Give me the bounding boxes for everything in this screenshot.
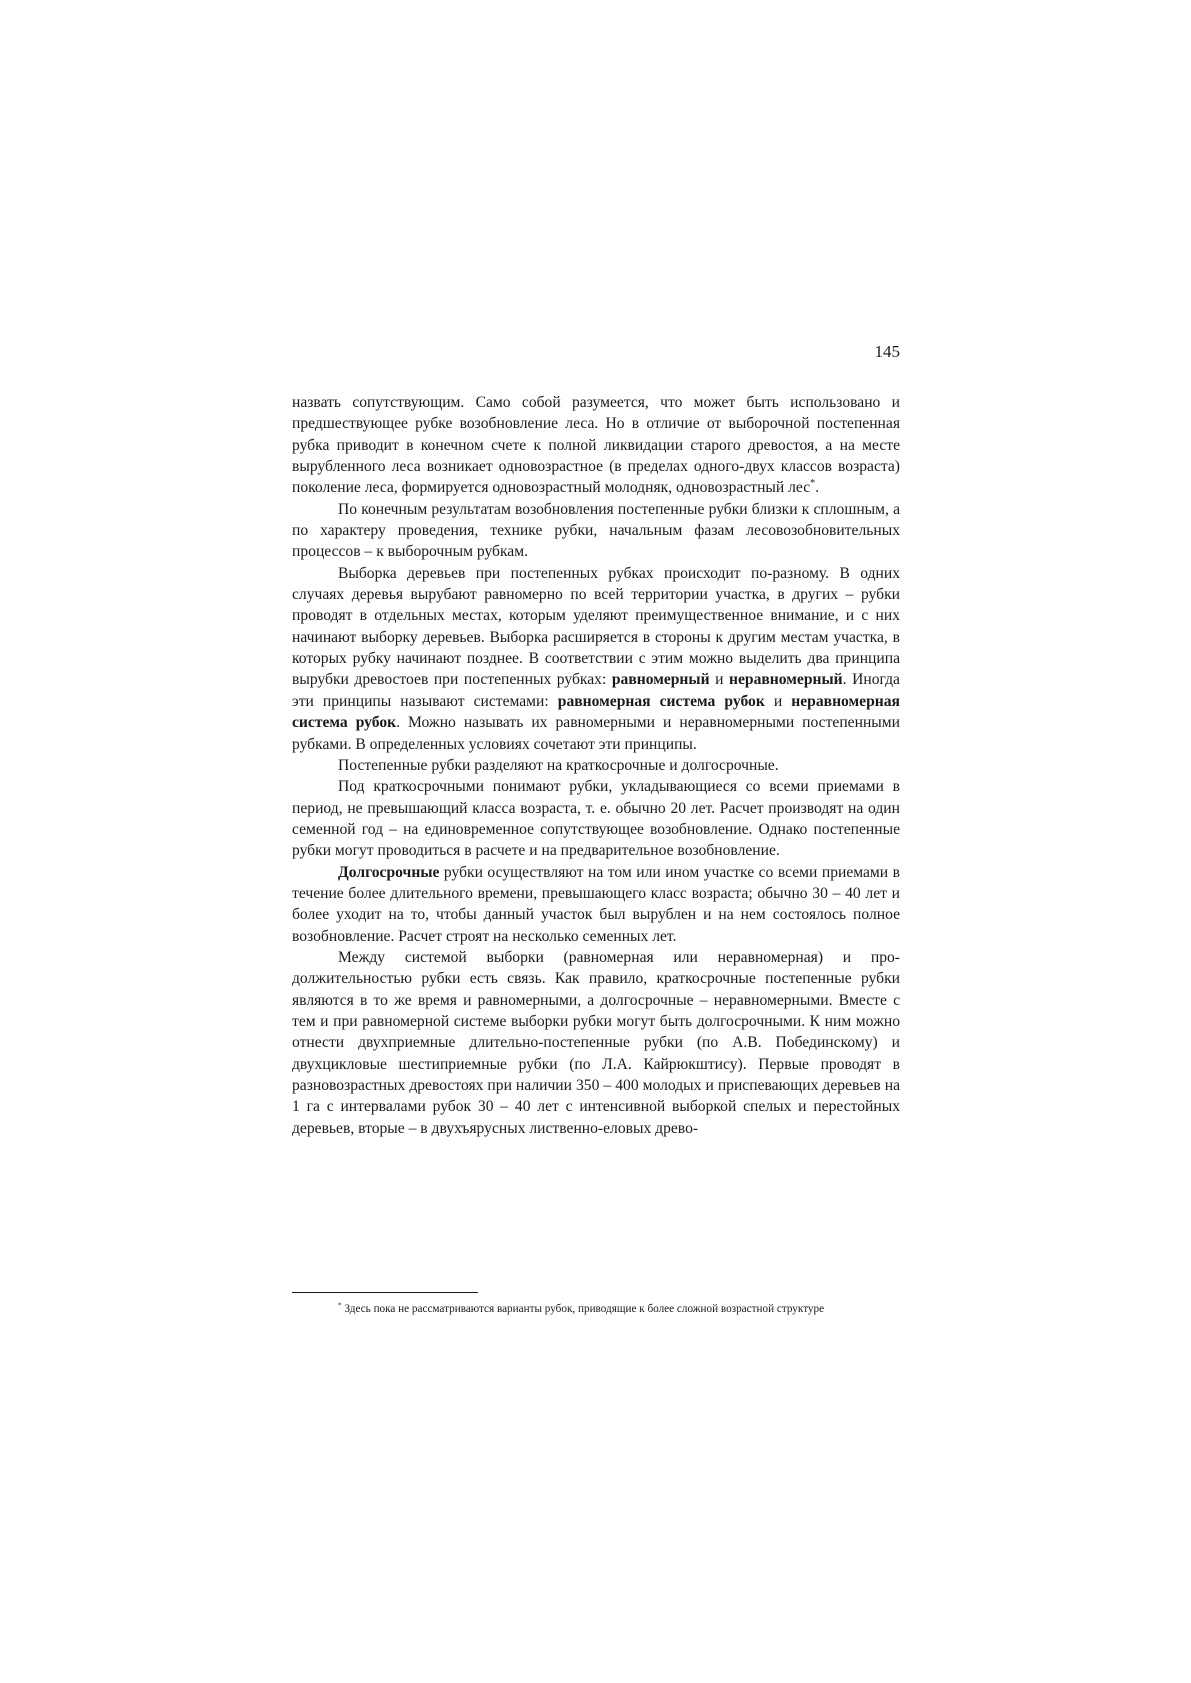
paragraph	[292, 563, 900, 755]
footnote-reference: *	[810, 478, 816, 490]
main-text	[292, 392, 900, 1139]
text-segment: и	[764, 692, 792, 710]
paragraph	[292, 755, 900, 776]
text-segment: рубки осуществляют на том или ином участке со всеми приемами в течение более длительного времени, превышающего класс возраста; обычно 30 – 40 лет и более уходит на то, чтобы данный участок был вырублен и на нем состоялось полное возобновление. Расчет строят на несколько семенных лет.	[292, 863, 900, 945]
paragraph	[292, 776, 900, 861]
bold-term: равномерная система рубок	[557, 692, 765, 710]
footnote-divider	[292, 1292, 478, 1293]
bold-term: неравномерная система рубок	[292, 692, 900, 732]
text-segment: Под краткосрочными понимают рубки, укладывающиеся со всеми приемами в период, не превышающий класса возраста, т. е. обычно 20 лет. Расчет производят на один семенной год – на единовременное сопутствующее возобновление. Однако постепенные рубки могут проводиться в расчете и на предварительное возобновление.	[292, 778, 900, 860]
paragraph	[292, 499, 900, 563]
paragraph	[292, 947, 900, 1139]
text-segment: .	[815, 479, 820, 497]
paragraph	[292, 862, 900, 947]
bold-term: неравномерный	[729, 671, 843, 689]
text-segment: Между системой выборки (равномерная или неравномерная) и продолжительностью рубки есть связь. Как правило, краткосрочные постепенные рубки являются в то же время и равномерными, а долгосрочные – неравномерными. Вместе с тем и при равномерной системе выборки рубки могут быть долгосрочными. К ним можно отнести двухприемные длительно-постепенные рубки (по А.В. Побединскому) и двухцикловые шестиприемные рубки (по Л.А. Кайрюкштису). Первые проводят в разновозрастных древостоях при наличии 350 – 400 молодых и приспевающих деревьев на 1 га с интервалами рубок 30 – 40 лет с интенсивной выборкой спелых и перестойных деревьев, вторые – в двухъярусных лиственно-еловых древо-	[292, 948, 900, 1137]
text-segment: Постепенные рубки разделяют на краткосрочные и долгосрочные.	[338, 756, 779, 774]
text-segment: Выборка деревьев при постепенных рубках происходит по-разному. В одних случаях деревья вырубают равномерно по всей территории участка, в других – рубки проводят в отдельных местах, которым уделяют преимущественное внимание, и с них начинают выборку деревьев. Выборка расширяется в стороны к другим местам участка, в которых рубку начинают позднее. В соответствии с этим можно выделить два принципа вырубки древостоев при постепенных рубках:	[292, 564, 900, 689]
text-segment: . Можно называть их равномерными и неравномерными постепенными рубками. В определенных условиях сочетают эти принципы.	[292, 714, 900, 753]
text-segment: . Иногда эти принципы называют системами:	[292, 671, 900, 710]
footnote-marker: *	[338, 1301, 342, 1310]
text-segment: назвать сопутствующим. Само собой разумеется, что может быть использовано и предшествующее рубке возобновление леса. Но в отличие от выборочной постепенная рубка приводит в конечном счете к полной ликвидации старого древостоя, а на месте вырубленного леса возникает одновозрастное (в пределах одного-двух классов возраста) поколение леса, формируется одновозрастный молодняк, одновозрастный лес	[292, 394, 900, 497]
text-segment: и	[709, 671, 730, 689]
page-number: 145	[874, 342, 900, 361]
bold-term: равномерный	[611, 671, 710, 689]
footnote-text: Здесь пока не рассматриваются варианты рубок, приводящие к более сложной возрастной структуре	[341, 1303, 825, 1315]
text-segment: По конечным результатам возобновления постепенные рубки близки к сплошным, а по характеру проведения, технике рубки, начальным фазам лесовозобновительных процессов – к выборочным рубкам.	[292, 500, 900, 561]
footnote	[292, 1301, 900, 1317]
paragraph	[292, 392, 900, 499]
bold-term: Долгосрочные	[338, 863, 440, 881]
